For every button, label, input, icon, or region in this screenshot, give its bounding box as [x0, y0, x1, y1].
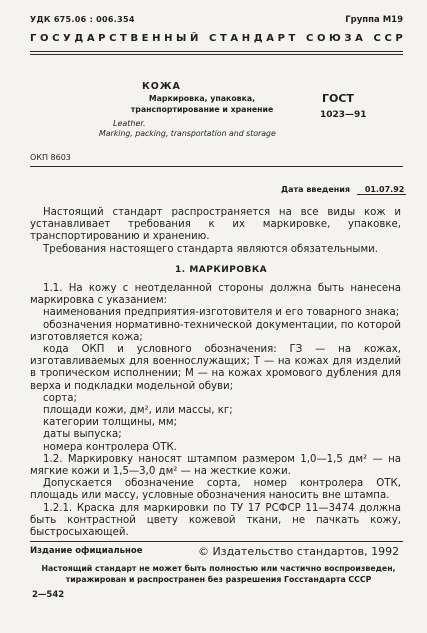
group-code: Группа М19 — [345, 15, 403, 25]
english-subtitle: Marking, packing, transportation and storage — [99, 129, 276, 138]
body-paragraph: категории толщины, мм; — [43, 417, 178, 429]
intro-paragraph: Настоящий стандарт распространяется на все виды кож и устанавливает требования к их маркировке, упаковке, транспортированию и хранению. — [30, 207, 401, 243]
body-paragraph: кода ОКП и условного обозначения: ГЗ — на кожах, изготавливаемых для военнослужащих; Т — на кожах для изделий в тропическом исполнении; М — на кожах хромового дубления для верха и подкладки модельной обуви; — [30, 344, 401, 392]
body-paragraph: сорта; — [43, 392, 77, 404]
okp-code: ОКП 8603 — [30, 153, 71, 162]
footer-rule — [30, 541, 403, 542]
intro-date-value: 01.07.92 — [357, 185, 406, 195]
header-rule — [30, 51, 403, 52]
title-rule — [30, 166, 403, 167]
reproduction-notice: Настоящий стандарт не может быть полностью или частично воспроизведен, тиражирован и распространен без разрешения Госстандарта СССР — [41, 564, 396, 584]
body-paragraph: 1.2.1. Краска для маркировки по ТУ 17 РСФСР 11—3474 должна быть контрастной цвету кожевой ткани, не пачкать кожу, быстросыхающей. — [30, 502, 401, 539]
body-paragraph: Допускается обозначение сорта, номер контролера ОТК, площадь или массу, условные обозначения наносить вне штампа. — [30, 478, 401, 502]
gost-number: 1023—91 — [320, 110, 367, 120]
document-subtitle: Маркировка, упаковка, транспортирование и хранение — [130, 94, 274, 114]
body-text — [30, 283, 401, 539]
intro-date-label: Дата введения — [281, 185, 351, 194]
body-paragraph: площади кожи, дм², или массы, кг; — [43, 405, 233, 417]
english-title: Leather. — [113, 119, 146, 128]
gost-label: ГОСТ — [322, 92, 354, 105]
copyright: © Издательство стандартов, 1992 — [198, 545, 400, 558]
intro-text — [30, 207, 401, 256]
body-paragraph: наименования предприятия-изготовителя и его товарного знака; — [43, 307, 400, 319]
intro-date — [281, 185, 406, 195]
body-paragraph: 1.1. На кожу с неотделанной стороны должна быть нанесена маркировка с указанием: — [30, 283, 401, 307]
body-paragraph: обозначения нормативно-технической документации, по которой изготовляется кожа; — [30, 319, 401, 343]
body-paragraph: даты выпуска; — [43, 429, 122, 441]
page-code: 2—542 — [32, 590, 65, 600]
body-paragraph: номера контролера ОТК. — [43, 441, 177, 453]
official-edition: Издание официальное — [30, 546, 143, 556]
udk-code: УДК 675.06 : 006.354 — [30, 15, 135, 24]
header-rule-thin — [30, 54, 403, 55]
document-title: КОЖА — [142, 81, 181, 92]
standard-heading: ГОСУДАРСТВЕННЫЙ СТАНДАРТ СОЮЗА ССР — [30, 33, 407, 44]
section-heading: 1. МАРКИРОВКА — [175, 265, 268, 275]
body-paragraph: 1.2. Маркировку наносят штампом размером 1,0—1,5 дм² — на мягкие кожи и 1,5—3,0 дм² — на жесткие кожи. — [30, 453, 401, 478]
intro-paragraph: Требования настоящего стандарта являются обязательными. — [43, 243, 378, 255]
